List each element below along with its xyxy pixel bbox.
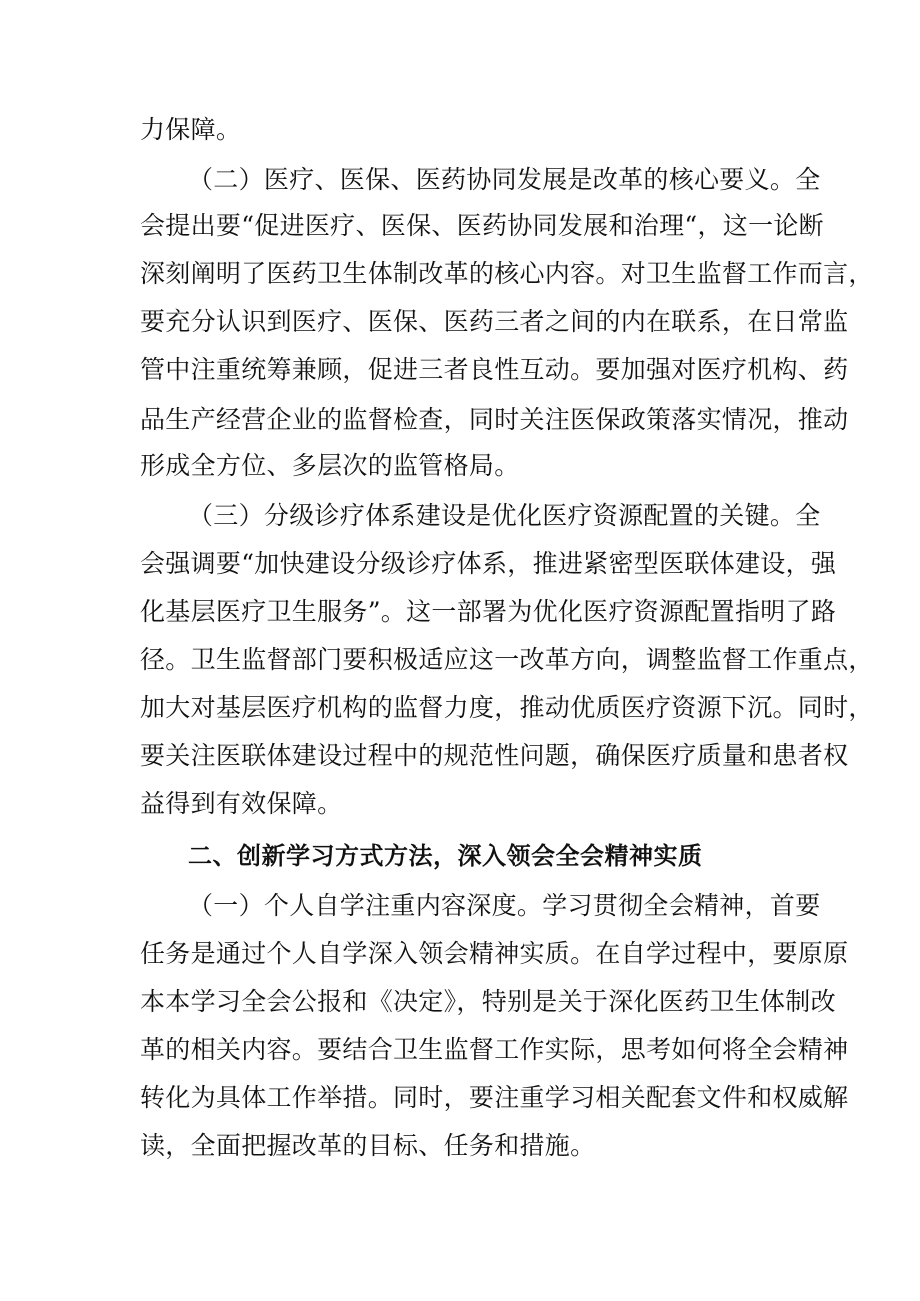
paragraph-line: （一）个人自学注重内容深度。学习贯彻全会精神，首要 xyxy=(188,891,821,920)
paragraph-line: 管中注重统筹兼顾，促进三者良性互动。要加强对医疗机构、药 xyxy=(140,355,849,384)
paragraph-line: 形成全方位、多层次的监管格局。 xyxy=(140,451,520,480)
paragraph-line: 会提出要“促进医疗、医保、医药协同发展和治理“，这一论断 xyxy=(140,211,824,240)
paragraph-line: 革的相关内容。要结合卫生监督工作实际，思考如何将全会精神 xyxy=(140,1035,849,1064)
paragraph-line: 读，全面把握改革的目标、任务和措施。 xyxy=(140,1131,596,1160)
paragraph-line: 加大对基层医疗机构的监督力度，推动优质医疗资源下沉。同时， xyxy=(140,693,874,722)
paragraph-line: 化基层医疗卫生服务”。这一部署为优化医疗资源配置指明了路 xyxy=(140,597,837,626)
paragraph-line: （二）医疗、医保、医药协同发展是改革的核心要义。全 xyxy=(188,165,821,194)
paragraph-line: 力保障。 xyxy=(140,115,242,144)
paragraph-line: 要充分认识到医疗、医保、医药三者之间的内在联系，在日常监 xyxy=(140,307,849,336)
paragraph-line: 本本学习全会公报和《决定》，特别是关于深化医药卫生体制改 xyxy=(140,987,836,1016)
paragraph-line: 会强调要“加快建设分级诊疗体系，推进紧密型医联体建设，强 xyxy=(140,549,837,578)
section-heading: 二、创新学习方式方法，深入领会全会精神实质 xyxy=(188,842,703,870)
paragraph-line: 要关注医联体建设过程中的规范性问题，确保医疗质量和患者权 xyxy=(140,741,849,770)
paragraph-line: 益得到有效保障。 xyxy=(140,789,343,818)
paragraph-line: 深刻阐明了医药卫生体制改革的核心内容。对卫生监督工作而言， xyxy=(140,259,874,288)
paragraph-line: 径。卫生监督部门要积极适应这一改革方向，调整监督工作重点， xyxy=(140,645,874,674)
paragraph-line: 转化为具体工作举措。同时，要注重学习相关配套文件和权威解 xyxy=(140,1083,849,1112)
paragraph-line: （三）分级诊疗体系建设是优化医疗资源配置的关键。全 xyxy=(188,501,821,530)
paragraph-line: 品生产经营企业的监督检查，同时关注医保政策落实情况，推动 xyxy=(140,405,849,434)
paragraph-line: 任务是通过个人自学深入领会精神实质。在自学过程中，要原原 xyxy=(140,939,849,968)
